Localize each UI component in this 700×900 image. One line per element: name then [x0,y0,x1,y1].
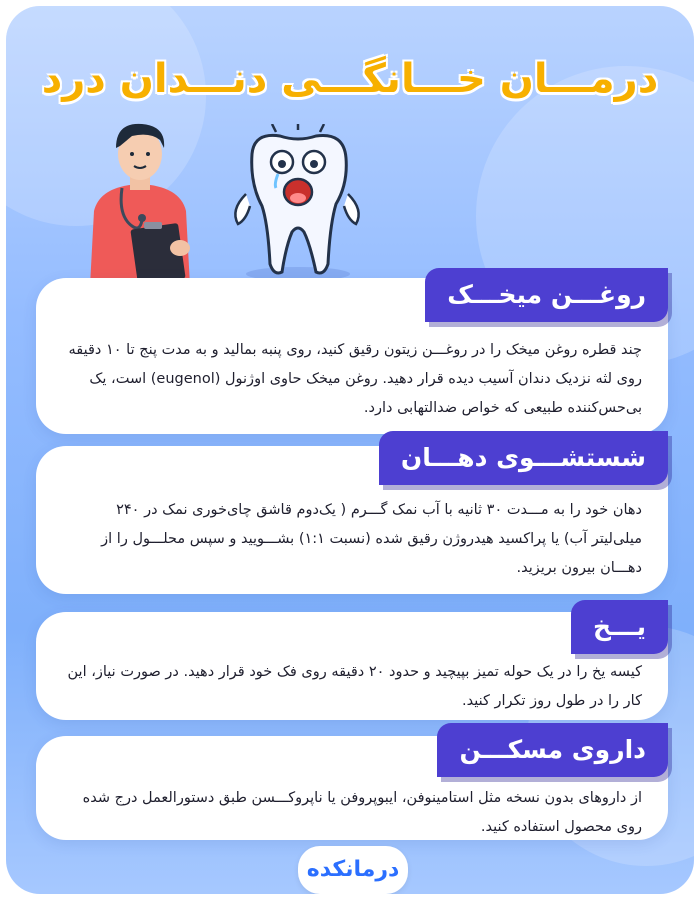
section-heading-label: شستشـــوی دهـــان [400,443,646,472]
section-heading-label: یـــخ [592,612,646,641]
brand-logo[interactable] [298,846,408,894]
section-body: چند قطره روغن میخک را در روغـــن زیتون رقیق کنید، روی پنبه بمالید و به مدت پنج تا ۱۰ دقیقه روی لثه نزدیک دندان آسیب دیده قرار دهید. روغن میخک حاوی اوژنول (eugenol) است، یک بی‌حس‌کننده طبیعی که خواص ضدالتهابی دارد. [68,342,642,416]
section-body: دهان خود را به مـــدت ۳۰ ثانیه با آب نمک گـــرم ( یک‌دوم قاشق چای‌خوری نمک در ۲۴۰ میلی‌لیتر آب) یا پراکسید هیدروژن رقیق شده (نسبت ۱:۱) بشـــویید و سپس محلـــول را از دهـــان بیرون بریزید. [101,502,642,576]
section-heading-label: روغـــن میخـــک [447,280,646,309]
section-heading-painkiller [437,723,668,777]
doctor-illustration [80,116,200,286]
section-body: کیسه یخ را در یک حوله تمیز بپیچید و حدود ۲۰ دقیقه روی فک خود قرار دهید. در صورت نیاز، این کار را در طول روز تکرار کنید. [67,664,642,709]
section-heading-clove-oil [425,268,668,322]
section-heading-label: داروی مسکـــن [459,735,646,764]
tooth-illustration [224,124,372,284]
section-heading-ice [571,600,668,654]
section-heading-mouthwash [379,431,668,485]
page-title: درمـــان خـــانگـــی دنـــدان درد [41,56,659,102]
logo-text: درمانکده [306,857,400,882]
infographic-frame [6,6,694,894]
section-body: از داروهای بدون نسخه مثل استامینوفن، ایبوپروفن یا ناپروکـــسن طبق دستورالعمل درج شده روی محصول استفاده کنید. [82,790,642,835]
